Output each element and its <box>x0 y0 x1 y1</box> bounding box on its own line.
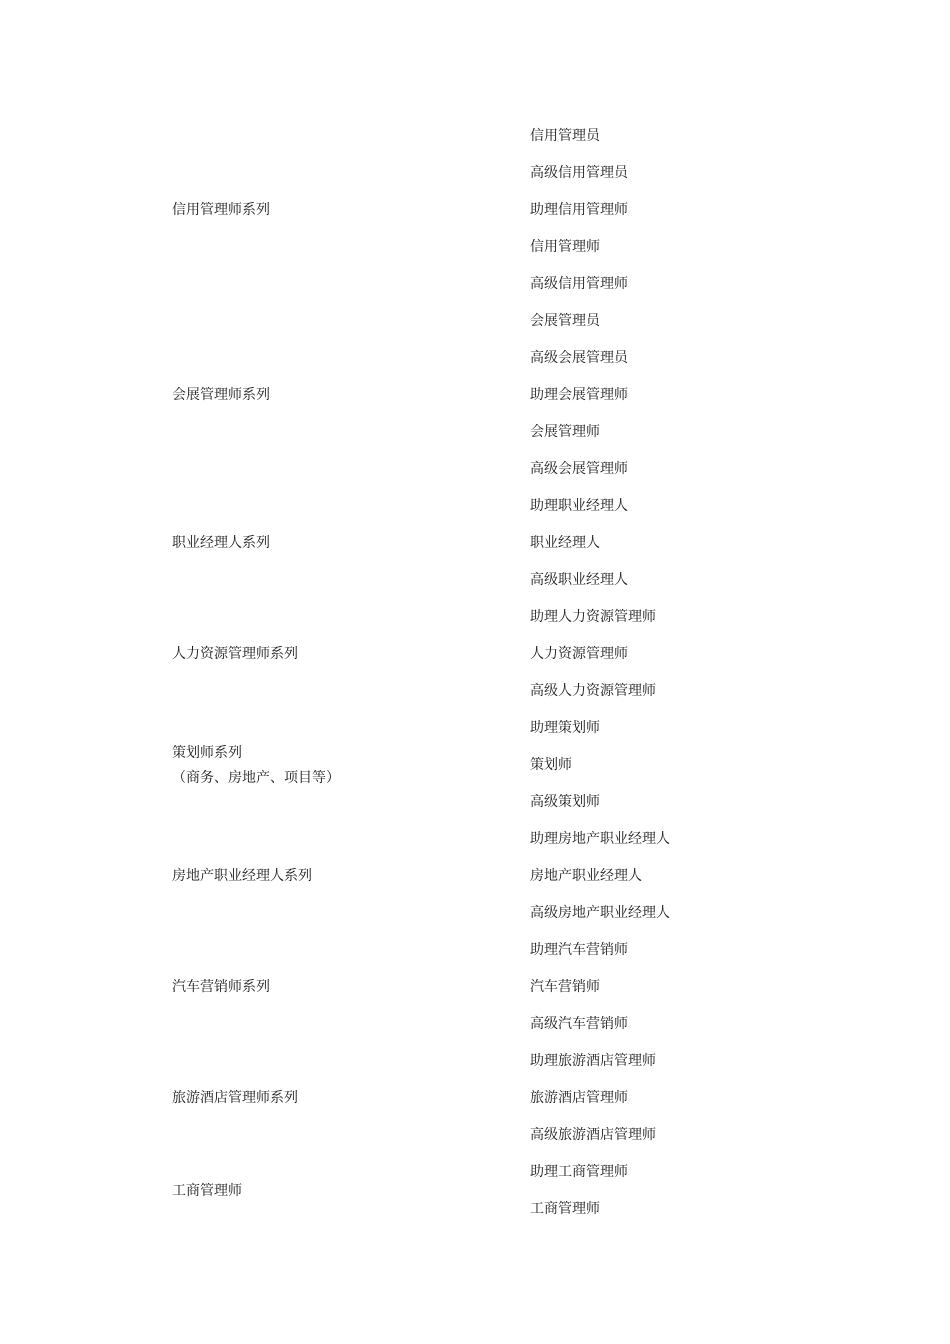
level-item: 高级职业经理人 <box>530 572 628 588</box>
level-item: 高级会展管理师 <box>530 461 628 477</box>
series-group <box>172 303 732 488</box>
level-item: 人力资源管理师 <box>530 646 628 662</box>
series-title: 人力资源管理师系列 <box>172 646 298 662</box>
level-item: 高级策划师 <box>530 794 600 810</box>
level-item: 高级信用管理师 <box>530 276 628 292</box>
level-list <box>530 1154 628 1228</box>
series-group <box>172 118 732 303</box>
level-item: 信用管理员 <box>530 128 600 144</box>
level-item: 汽车营销师 <box>530 979 600 995</box>
level-item: 职业经理人 <box>530 535 600 551</box>
series-name <box>172 531 530 556</box>
level-list <box>530 932 628 1043</box>
level-item: 助理工商管理师 <box>530 1164 628 1180</box>
series-name <box>172 642 530 667</box>
series-title: 工商管理师 <box>172 1182 242 1199</box>
level-item: 信用管理师 <box>530 239 600 255</box>
series-title: 策划师系列 <box>172 744 242 761</box>
level-item: 会展管理师 <box>530 424 600 440</box>
level-item: 高级房地产职业经理人 <box>530 905 670 921</box>
level-item: 助理信用管理师 <box>530 202 628 218</box>
level-item: 助理策划师 <box>530 720 600 736</box>
series-title: 房地产职业经理人系列 <box>172 868 312 884</box>
series-name <box>172 383 530 408</box>
series-title: 职业经理人系列 <box>172 535 270 551</box>
level-item: 高级信用管理员 <box>530 165 628 181</box>
level-item: 助理人力资源管理师 <box>530 609 656 625</box>
series-name <box>172 1086 530 1111</box>
level-item: 高级会展管理员 <box>530 350 628 366</box>
certification-table <box>172 118 732 1228</box>
series-title: 会展管理师系列 <box>172 387 270 403</box>
series-group <box>172 1043 732 1154</box>
level-item: 高级旅游酒店管理师 <box>530 1127 656 1143</box>
level-item: 策划师 <box>530 757 572 773</box>
level-list <box>530 710 600 821</box>
level-list <box>530 488 628 599</box>
series-name <box>172 741 530 791</box>
level-list <box>530 1043 656 1154</box>
series-group <box>172 710 732 821</box>
series-note: （商务、房地产、项目等） <box>172 769 340 786</box>
series-name <box>172 1179 530 1204</box>
level-list <box>530 821 670 932</box>
level-item: 助理职业经理人 <box>530 498 628 514</box>
level-item: 助理旅游酒店管理师 <box>530 1053 656 1069</box>
series-group <box>172 932 732 1043</box>
series-title: 汽车营销师系列 <box>172 979 270 995</box>
level-item: 助理汽车营销师 <box>530 942 628 958</box>
series-name <box>172 864 530 889</box>
level-item: 会展管理员 <box>530 313 600 329</box>
series-name <box>172 975 530 1000</box>
level-item: 工商管理师 <box>530 1201 600 1217</box>
level-item: 高级人力资源管理师 <box>530 683 656 699</box>
level-item: 高级汽车营销师 <box>530 1016 628 1032</box>
level-item: 房地产职业经理人 <box>530 868 642 884</box>
series-group <box>172 488 732 599</box>
level-list <box>530 303 628 488</box>
series-name <box>172 198 530 223</box>
level-list <box>530 599 656 710</box>
level-list <box>530 118 628 303</box>
series-group <box>172 599 732 710</box>
series-title: 信用管理师系列 <box>172 202 270 218</box>
series-group <box>172 1154 732 1228</box>
level-item: 旅游酒店管理师 <box>530 1090 628 1106</box>
level-item: 助理会展管理师 <box>530 387 628 403</box>
level-item: 助理房地产职业经理人 <box>530 831 670 847</box>
series-group <box>172 821 732 932</box>
series-title: 旅游酒店管理师系列 <box>172 1090 298 1106</box>
